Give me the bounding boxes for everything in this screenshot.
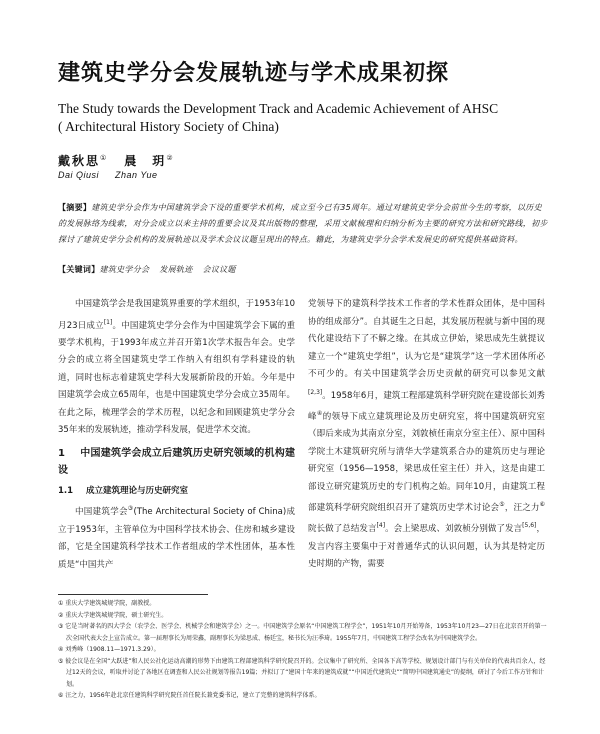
author-1-pinyin: Dai Qiusi bbox=[58, 170, 100, 180]
footnote-item: ④ 刘秀峰（1908.11—1971.3.29）。 bbox=[58, 646, 160, 653]
footnote-mark: ③ bbox=[127, 505, 134, 513]
author-1-name: 戴秋思 bbox=[58, 154, 101, 168]
paper-title-english bbox=[58, 100, 578, 136]
subsection-heading-1-1: 1.1 成立建筑理论与历史研究室 bbox=[58, 485, 189, 496]
keywords bbox=[58, 264, 548, 275]
author-names bbox=[58, 152, 173, 169]
author-1-footnote-mark: ① bbox=[100, 154, 107, 162]
english-title-line-2: ( Architectural History Society of China) bbox=[58, 119, 279, 134]
author-2-name: 晨 玥 bbox=[124, 154, 167, 168]
paper-title-chinese: 建筑史学分会发展轨迹与学术成果初探 bbox=[58, 61, 450, 86]
footnote-item: ① 重庆大学建筑城规学院，副教授。 bbox=[58, 600, 156, 607]
citation-ref: [4] bbox=[376, 522, 386, 530]
footnote-divider bbox=[58, 594, 208, 595]
author-pinyin bbox=[58, 170, 158, 180]
body-left-column bbox=[58, 296, 295, 574]
footnote-item: ⑤ 彼会议是在全国“大跃进”和人民公社化运动高潮的形势下由建筑工程部建筑科学研究院召开的。会议集中了研究所、全国各下高等学校、规划设计部门与有关单位的代表共百余人，经过12天的会议，听取并讨论了各地区在调查和人民公社规划等报告19篇；并拟订了“建国十年来的建筑成就”“中国近代建筑史”“简明中国建筑通史”的提纲，研讨了今后工作方针和计划。 bbox=[58, 657, 546, 688]
citation-ref: [2,3] bbox=[308, 388, 323, 396]
body-right-column bbox=[308, 296, 545, 574]
footnote-mark: ⑥ bbox=[539, 501, 545, 509]
author-2-pinyin: Zhan Yue bbox=[115, 170, 158, 180]
intro-paragraph: 中国建筑学会是我国建筑界重要的学术组织，于1953年10月23日成立[1]。中国建筑史学分会作为中国建筑学会下属的重要学术机构，于1993年成立并召开第1次学术报告年会。史学分会的成立将全国建筑史学工作纳入有组织有学科建设的轨道，同时也标志着建筑史学科大发展新阶段的开始。今年是中国建筑学会成立65周年，也是中国建筑史学分会成立35周年。在此之际，梳理学会的学术历程，以纪念和回顾建筑史学分会35年来的发展轨迹，推动学科发展，促进学术交流。 bbox=[58, 299, 295, 436]
footnote-mark: ⑤ bbox=[499, 501, 505, 509]
author-2-footnote-mark: ② bbox=[166, 154, 173, 162]
keyword-item: 发展轨迹 bbox=[159, 265, 193, 274]
footnote-item: ② 重庆大学建筑城规学院，硕士研究生。 bbox=[58, 611, 168, 619]
abstract bbox=[58, 200, 548, 248]
citation-ref: [5,6] bbox=[522, 522, 537, 530]
continued-paragraph: 党领导下的建筑科学技术工作者的学术性群众团体，是中国科协的组成部分”。自其诞生之日起，其发展历程就与新中国的现代化建设结下了不解之缘。在其成立伊始，梁思成先生就提议建立一个“建筑史学组”，认为它是“建筑学”这一学术团体所必不可少的。有关中国建筑学会历史贡献的研究可以参见文献[2,3]。1958年6月，建筑工程部建筑科学研究院在建设部长刘秀峰④的领导下成立建筑理论及历史研究室，将中国建筑研究室（即后来成为其南京分室，刘敦桢任南京分室主任）、原中国科学院土木建筑研究所与清华大学建筑系合办的建筑历史与理论研究室（1956—1958，梁思成任室主任）并入，这是由建工部设立研究建筑历史的专门机构之始。同年10月，由建筑工程部建筑科学研究院组织召开了建筑历史学术讨论会⑤，汪之力⑥院长做了总结发言[4]。会上梁思成、刘敦桢分别做了发言[5,6]，发言内容主要集中于对普通华式的认识问题，认为其是特定历史时期的产物，需要 bbox=[308, 299, 545, 570]
section-paragraph: 中国建筑学会③(The Architectural Society of China)成立于1953年，主管单位为中国科学技术协会、住房和城乡建设部，它是全国建筑科学技术工作者组成的学术性团体，基本性质是“中国共产 bbox=[58, 505, 295, 570]
abstract-text: 建筑史学分会作为中国建筑学会下设的重要学术机构，成立至今已有35周年。通过对建筑史学分会前世今生的考察，以历史的发展脉络为线索，对分会成立以来主持的重要会议及其出版物的整理，采用文献梳理和归纳分析为主要的研究方法和研究路线，初步探讨了建筑史学分会机构的发展轨迹以及学术会议议题呈现出的特点。籍此，为建筑史学分会学术发展史的研究提供基础资料。 bbox=[58, 203, 548, 244]
keywords-label: 【关键词】 bbox=[58, 265, 100, 274]
footnote-item: ③ 它是当时著名的四大学会（农学会、医学会、机械学会和建筑学会）之一。中国建筑学会原名“中国建筑工程学会”，1951年10月开始筹备，1953年10月23—27日在北京召开的第一次全国代表大会上宣告成立。第一届理事长为周荣鑫，副理事长为梁思成、杨廷宝，秘书长为汪季琦。1955年7月，中国建筑工程学会改名为中国建筑学会。 bbox=[58, 623, 547, 642]
keyword-item: 会议议题 bbox=[202, 265, 236, 274]
section-heading-1: 1 中国建筑学会成立后建筑历史研究领域的机构建设 bbox=[58, 447, 295, 476]
footnotes bbox=[58, 598, 548, 702]
footnote-item: ⑥ 汪之力，1956年赴北京任建筑科学研究院任首任院长兼党委书记，建立了完整的建筑科学体系。 bbox=[58, 692, 321, 699]
abstract-label: 【摘要】 bbox=[58, 203, 92, 212]
keyword-item: 建筑史学分会 bbox=[99, 265, 150, 274]
english-title-line-1: The Study towards the Development Track and Academic Achievement of AHSC bbox=[58, 101, 499, 116]
citation-ref: [1] bbox=[103, 318, 113, 326]
footnote-mark: ④ bbox=[316, 409, 323, 417]
